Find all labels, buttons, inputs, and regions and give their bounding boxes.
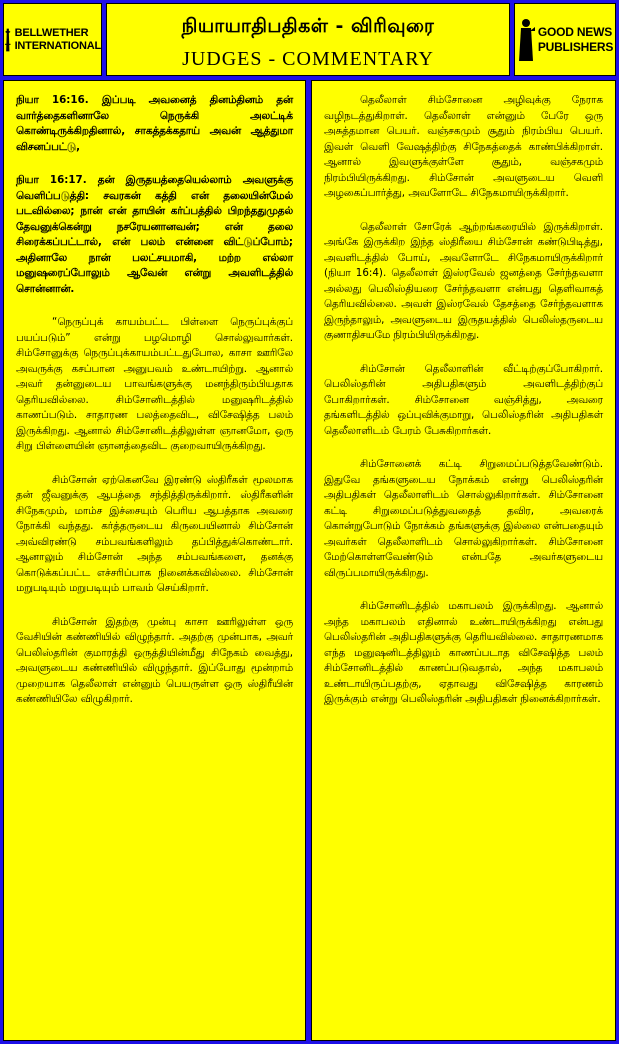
paragraph: “நெருப்புக் காயம்பட்ட பிள்ளை நெருப்புக்குப் பயப்படும்” என்று பழமொழி சொல்லுவார்கள். சிம்சோனுக்கு நெருப்புக்காயம்பட்டதுபோல, காசா ஊரிலே அவருக்கு கசப்பான அனுபவம் உண்டாயிற்று. ஆனால் அவர் தன்னுடைய பாவங்களுக்கு மனந்திரும்பியதாக தெரியவில்லை. சிம்சோனிடத்தில் மனுஷரிடத்தில் காணப்படும். சாதாரண பலத்தைவிட, விசேஷித்த பலம் இருக்கிறது. ஆனால் சிம்சோனிடத்திலுள்ள ஞானமோ, ஒரு சிறு பிள்ளையின் ஞானத்தைவிட குறைவாயிருக்கிறது. — [16, 316, 293, 452]
left-column — [3, 80, 306, 1041]
logo-right-line1: GOOD NEWS — [537, 24, 613, 39]
page-header — [106, 3, 510, 76]
ram-icon — [4, 17, 12, 63]
logo-left-line1: BELLWETHER — [14, 26, 89, 39]
herald-icon — [517, 17, 535, 63]
verse-16-17: நியா 16:17. தன் இருதயத்தையெல்லாம் அவளுக்கு வெளிப்படுத்தி: சவரகன் கத்தி என் தலையின்மேல் படவில்லை; நான் என் தாயின் கர்ப்பத்தில் பிறந்ததுமுதல் தேவனுக்கென்று நசரேயனானவன்; என் தலை சிரைக்கப்பட்டால், என் பலம் என்னை விட்டுப்போம்; அதினாலே நான் பலட்சயமாகி, மற்ற எல்லா மனுஷரைப்போலும் ஆவேன் என்று அவளிடத்தில் சொன்னான். — [16, 174, 293, 295]
right-column — [311, 80, 616, 1041]
paragraph: சிம்சோன் இதற்கு முன்பு காசா ஊரிலுள்ள ஒரு வேசியின் கண்ணியில் விழுந்தார். அதற்கு முன்பாக, அவர் பெலிஸ்தரின் குமாரத்தி ஒருத்தியின்மீது சிநேகம் வைத்து, அவளுடைய கண்ணியில் விழுந்தார். இப்போது மூன்றாம் முறையாக தெலீலாள் என்னும் பெயருள்ள ஒரு ஸ்திரீயின் கண்ணியிலே விழுகிறார். — [16, 615, 293, 705]
paragraph: தெலீலாள் சோரேக் ஆற்றங்கரையில் இருக்கிறாள். அங்கே இருக்கிற இந்த ஸ்திரீயை சிம்சோன் கண்டுபிடித்து, அவளிடத்தில் போய், அவளோடே சிநேகமாயிருக்கிறார் (நியா 16:4). தெலீலாள் இஸ்ரவேல் ஜனத்தை சேர்ந்தவளா அல்லது பெலிஸ்தியரை சேர்ந்தவளா என்பது தெளிவாகத் தெரியவில்லை. அவள் இஸ்ரவேல் தேசத்தை சேர்ந்தவளாக இருந்தாலும், அவளுடைய இருதயத்தில் பெலிஸ்தருடைய குணாதிசயமே நிரம்பியிருக்கிறது. — [324, 220, 603, 341]
paragraph: சிம்சோனைக் கட்டி சிறுமைப்படுத்தவேண்டும். இதுவே தங்களுடைய நோக்கம் என்று பெலிஸ்தரின் அதிபதிகள் தெலீலாளிடம் சொல்லுகிறார்கள். சிம்சோனை கட்டி சிறுமைப்படுத்துவதைத் தவிர, அவரைக் கொன்றுபோடும் நோக்கம் தங்களுக்கு இல்லை என்பதையும் அவர்கள் தெலீலாளிடம் சொல்லுகிறார்கள். சிம்சோனை மேற்கொள்ளவேண்டும் என்பதே அவர்களுடைய விருப்பமாயிருக்கிறது. — [324, 458, 603, 579]
logo-right-line2: PUBLISHERS — [537, 39, 614, 54]
logo-left-line2: INTERNATIONAL — [14, 39, 101, 52]
good-news-logo — [514, 3, 616, 76]
paragraph: சிம்சோன் தெலீலாளின் வீட்டிற்குப்போகிறார். பெலிஸ்தரின் அதிபதிகளும் அவளிடத்திற்குப் போகிறார்கள். சிம்சோனை வஞ்சித்து, அவரை தங்களிடத்தில் ஒப்புவிக்குமாறு, பெலிஸ்தரின் அதிபதிகள் தெலீலாளிடம் பேரம் பேசுகிறார்கள். — [324, 362, 603, 437]
paragraph: சிம்சோனிடத்தில் மகாபலம் இருக்கிறது. ஆனால் அந்த மகாபலம் எதினால் உண்டாயிருக்கிறது என்பது பெலிஸ்தரின் அதிபதிகளுக்கு தெரியவில்லை. சாதாரணமாக எந்த மனுஷனிடத்திலும் காணப்படாத விசேஷித்த பலம் சிம்சோனிடத்தில் காணப்படுவதால், அந்த மகாபலம் உண்டாயிருப்பதற்கு, ஏதாவது விசேஷித்த காரணம் இருக்கும் என்று பெலிஸ்தரின் அதிபதிகள் நினைக்கிறார்கள். — [324, 600, 603, 705]
paragraph: தெலீலாள் சிம்சோனை அழிவுக்கு நேராக வழிநடத்துகிறாள். தெலீலாள் என்னும் பேரே ஒரு அசுத்தமான பெயர். வஞ்சகமும் சூதும் நிரம்பிய பெயர். இவள் வெளி வேஷத்திற்கு சிநேகத்தைக் காண்பிக்கிறாள். ஆனால் இவளுக்குள்ளே சூதும், வஞ்சகமும் நிரம்பியிருக்கிறது. சிம்சோன் அவளுடைய வெளி அழகைப்பார்த்து, அவளோடே சிநேகமாயிருக்கிறார். — [324, 94, 603, 199]
bellwether-logo — [3, 3, 102, 76]
paragraph: சிம்சோன் ஏற்கெனவே இரண்டு ஸ்திரீகள் மூலமாக தன் ஜீவனுக்கு ஆபத்தை சந்தித்திருக்கிறார். ஸ்திரீகளின் சிநேகமும், மாம்ச இச்சையும் பெரிய ஆபத்தாக அவரை நோக்கி வந்தது. கர்த்தருடைய கிருபையினால் சிம்சோன் அவ்விரண்டு சம்பவங்களிலும் தப்பித்துக்கொண்டார். ஆனாலும் சிம்சோன் அந்த சம்பவங்களை, தனக்கு கொடுக்கப்பட்ட எச்சரிப்பாக நினைக்கவில்லை. சிம்சோன் மறுபடியும் மறுபடியும் பாவம் செய்கிறார். — [16, 473, 293, 594]
title-english: JUDGES - COMMENTARY — [182, 48, 434, 70]
title-tamil: நியாயாதிபதிகள் - விரிவுரை — [181, 15, 435, 37]
verse-16-16: நியா 16:16. இப்படி அவனைத் தினம்தினம் தன் வார்த்தைகளினாலே நெருக்கி அலட்டிக் கொண்டிருக்கிறதினால், சாகத்தக்கதாய் அவன் ஆத்துமா விசனப்பட்டு, — [16, 94, 293, 153]
